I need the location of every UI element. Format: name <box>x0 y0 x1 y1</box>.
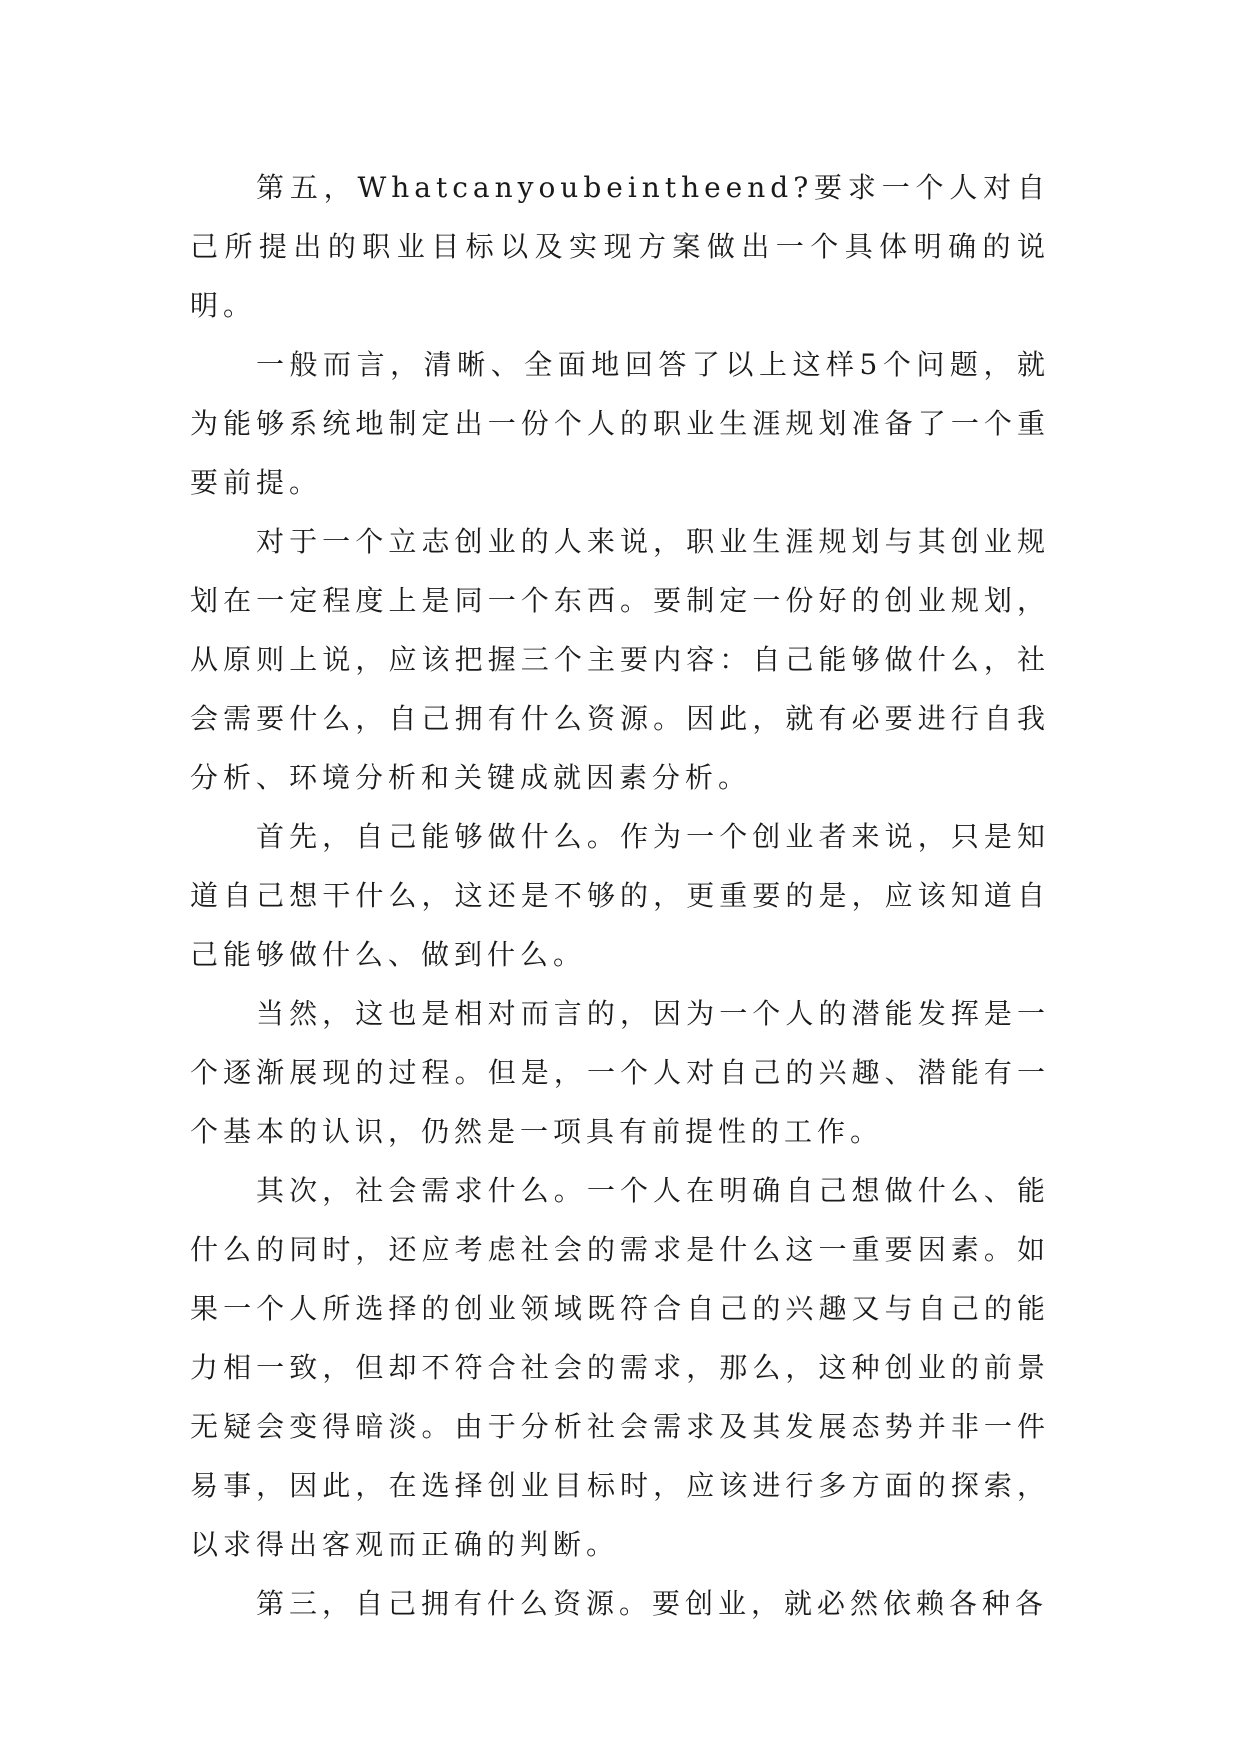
paragraph-1: 第五，Whatcanyoubeintheend?要求一个人对自己所提出的职业目标以及实现方案做出一个具体明确的说明。 <box>190 171 1050 322</box>
paragraph-4: 首先，自己能够做什么。作为一个创业者来说，只是知道自己想干什么，这还是不够的，更重要的是，应该知道自己能够做什么、做到什么。 <box>190 820 1050 971</box>
paragraph-6: 其次，社会需求什么。一个人在明确自己想做什么、能什么的同时，还应考虑社会的需求是什么这一重要因素。如果一个人所选择的创业领域既符合自己的兴趣又与自己的能力相一致，但却不符合社会的需求，那么，这种创业的前景无疑会变得暗淡。由于分析社会需求及其发展态势并非一件易事，因此，在选择创业目标时，应该进行多方面的探索，以求得出客观而正确的判断。 <box>190 1174 1050 1561</box>
document-body <box>190 158 1050 1633</box>
paragraph-7: 第三，自己拥有什么资源。要创业，就必然依赖各种各 <box>256 1587 1049 1620</box>
paragraph-3: 对于一个立志创业的人来说，职业生涯规划与其创业规划在一定程度上是同一个东西。要制定一份好的创业规划，从原则上说，应该把握三个主要内容：自己能够做什么，社会需要什么，自己拥有什么资源。因此，就有必要进行自我分析、环境分析和关键成就因素分析。 <box>190 525 1050 794</box>
paragraph-5: 当然，这也是相对而言的，因为一个人的潜能发挥是一个逐渐展现的过程。但是，一个人对自己的兴趣、潜能有一个基本的认识，仍然是一项具有前提性的工作。 <box>190 997 1050 1148</box>
paragraph-2: 一般而言，清晰、全面地回答了以上这样5个问题，就为能够系统地制定出一份个人的职业生涯规划准备了一个重要前提。 <box>190 348 1050 499</box>
